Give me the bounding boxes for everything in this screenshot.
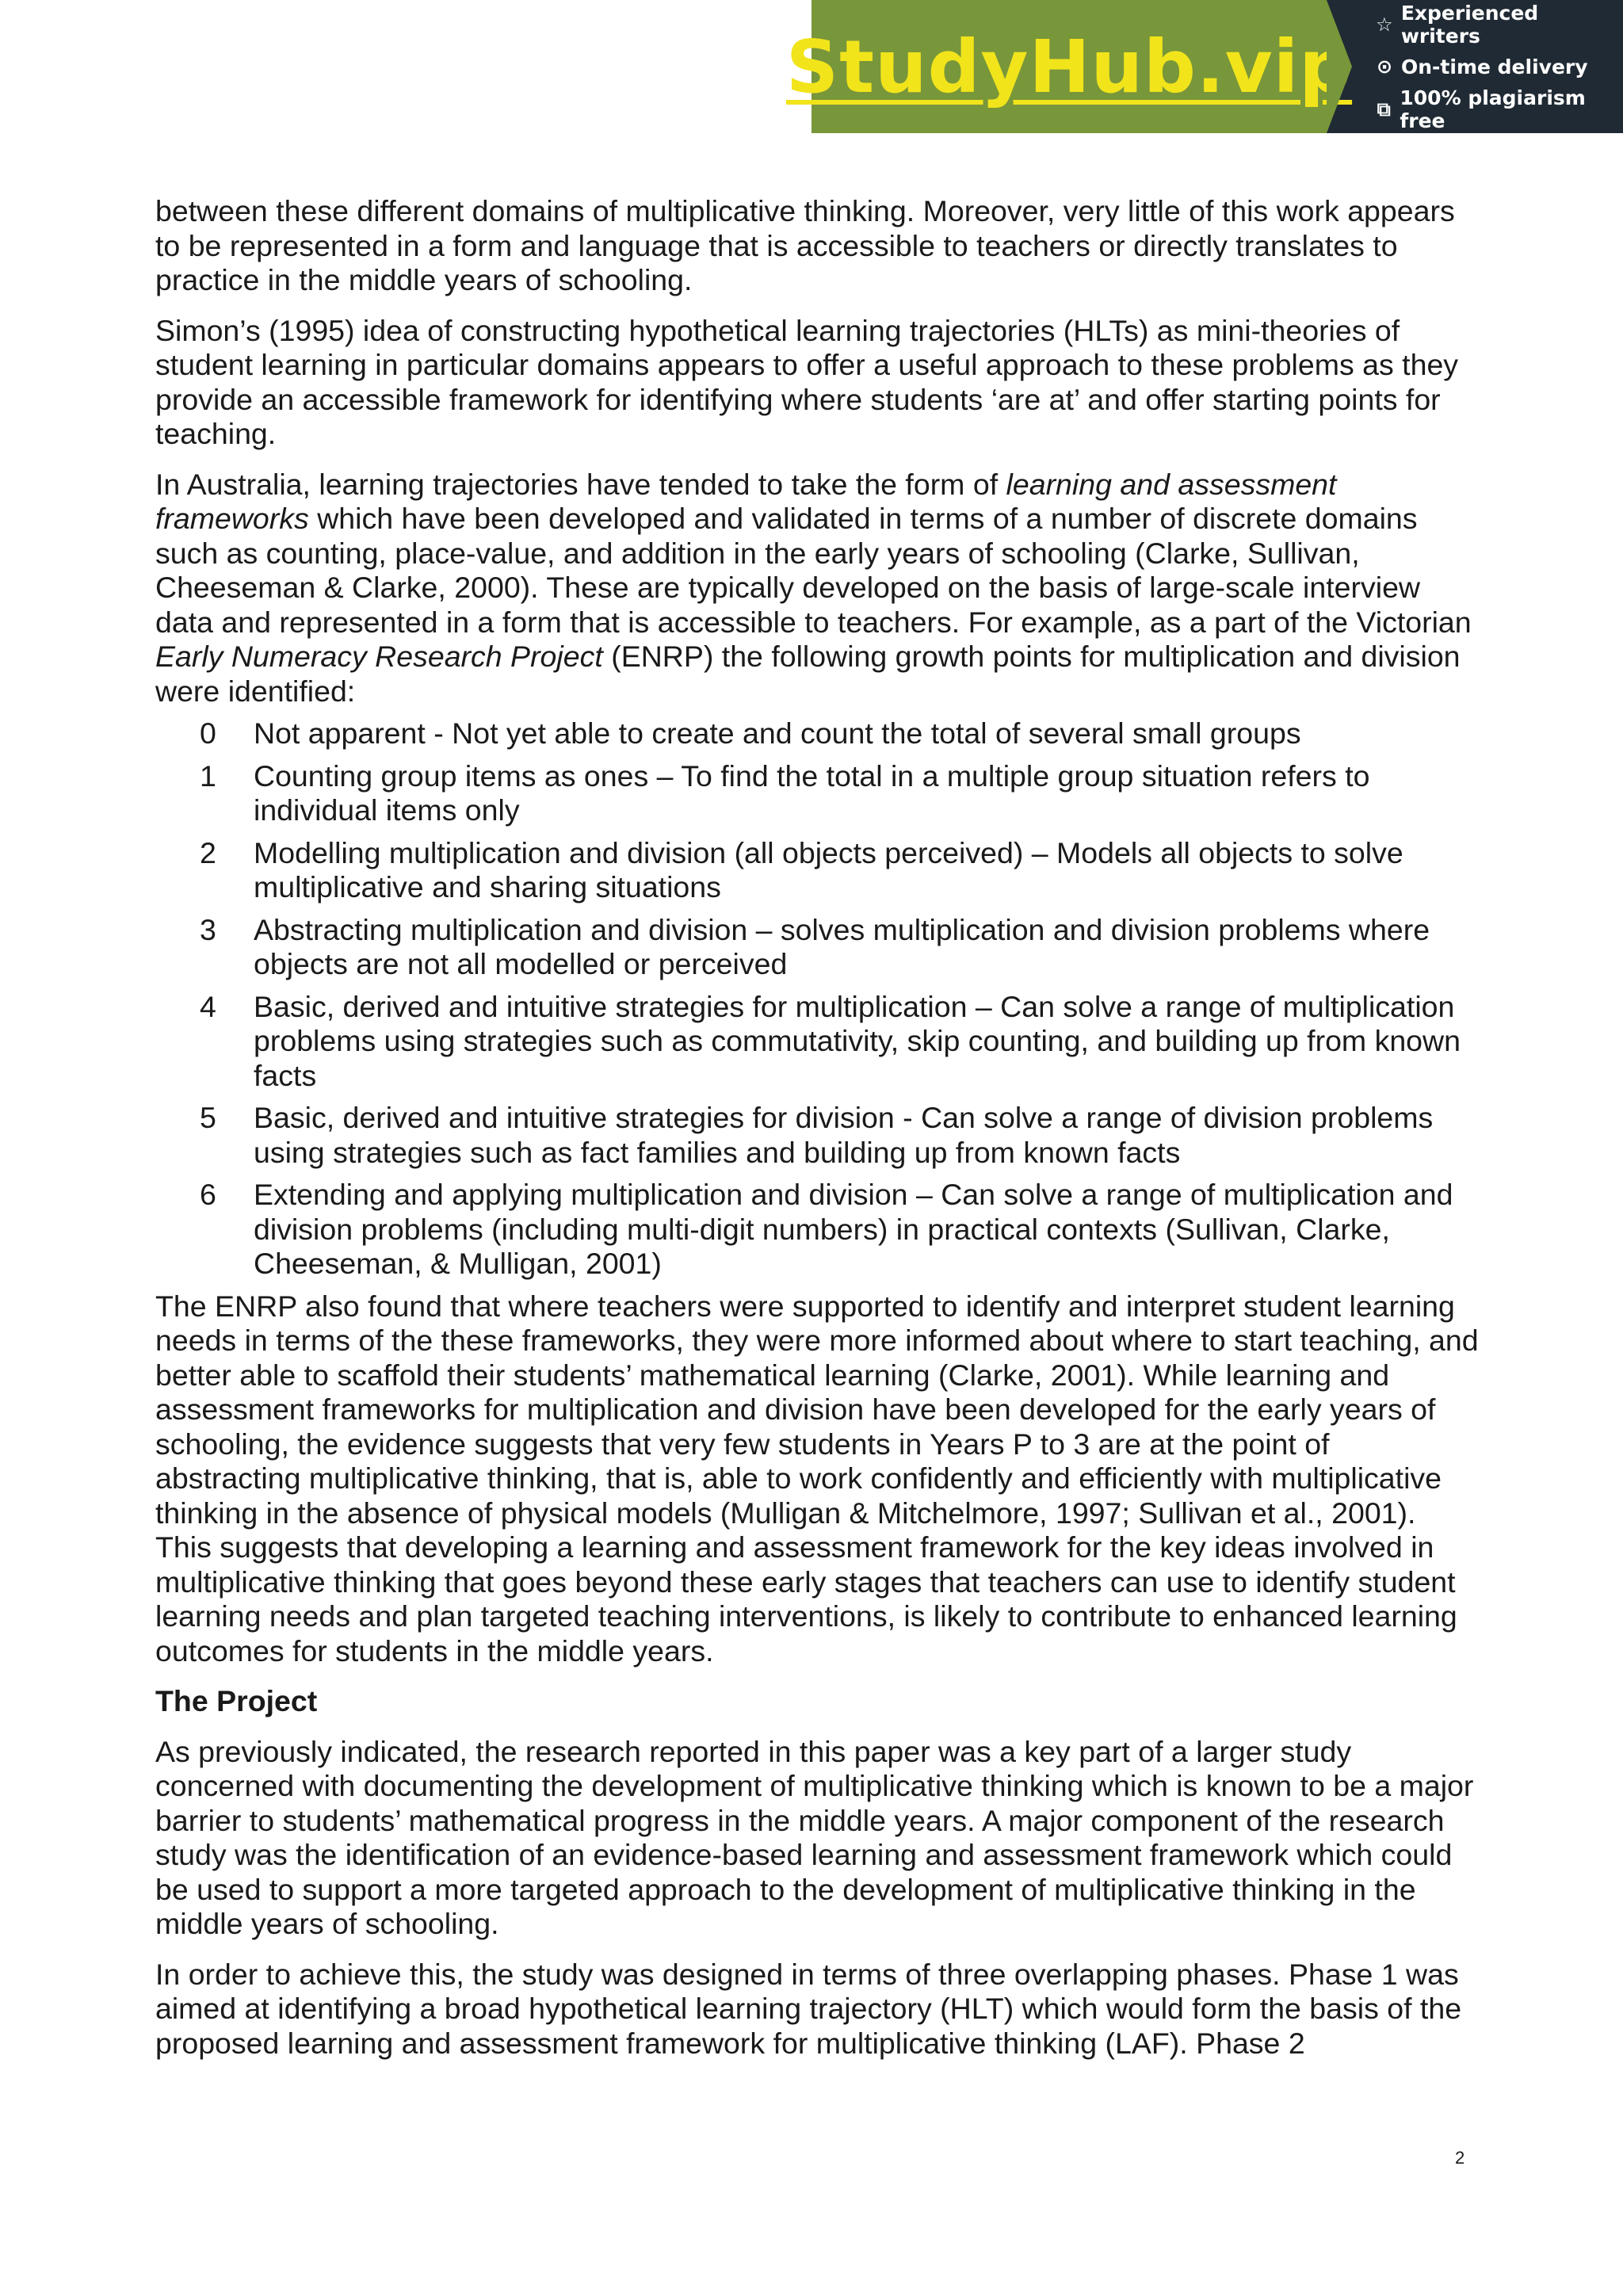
paragraph-4: The ENRP also found that where teachers were supported to identify and interpret student learning needs in terms of the these frameworks, they were more informed about where to start teaching, and better able to scaffold their students’ mathematical learning (Clarke, 2001). While learning and assessment frameworks for multiplication and division have been developed for the early years of schooling, the evidence suggests that very few students in Years P to 3 are at the point of abstracting multiplicative thinking, that is, able to work confidently and efficiently with multiplicative thinking in the absence of physical models (Mulligan & Mitchelmore, 1997; Sullivan et al., 2001). This suggests that developing a learning and assessment framework for the key ideas involved in multiplicative thinking that goes beyond these early stages that teachers can use to identify student learning needs and plan targeted teaching interventions, is likely to contribute to enhanced learning outcomes for students in the middle years. xyxy=(155,1289,1479,1668)
page-number: 2 xyxy=(1455,2148,1465,2168)
paragraph-5: As previously indicated, the research reported in this paper was a key part of a larger study concerned with documenting the development of multiplicative thinking which is known to be a major barrier to students’ mathematical progress in the middle years. A major component of the research study was the identification of an evidence-based learning and assessment framework which could be used to support a more targeted approach to the development of multiplicative thinking in the middle years of schooling. xyxy=(155,1734,1474,1940)
list-item xyxy=(155,836,1479,905)
studyhub-banner[interactable] xyxy=(785,0,1623,133)
feature-plagiarism-free xyxy=(1374,86,1623,132)
paragraph-3-part-a: In Australia, learning trajectories have tended to take the form of xyxy=(155,467,1006,501)
growth-point-number: 5 xyxy=(200,1101,216,1134)
feature-experienced-writers xyxy=(1374,2,1623,48)
list-item xyxy=(155,1101,1479,1170)
list-item xyxy=(155,759,1479,828)
paragraph-3-part-c: which have been developed and validated in terms of a number of discrete domains such as counting, place-value, and addition in the early years of schooling (Clarke, Sullivan, Cheeseman & Clarke, 2000). These are typically developed on the basis of large-scale interview data and represented in a form that is accessible to teachers. For example, as a part of the Victorian xyxy=(155,502,1472,639)
list-item xyxy=(155,716,1479,751)
paragraph-3-part-e: (ENRP) the following growth points for multiplication and division were identified: xyxy=(155,640,1461,708)
paragraph-3 xyxy=(155,468,1479,709)
growth-point-text: Basic, derived and intuitive strategies for division - Can solve a range of division problems using strategies such as fact families and building up from known facts xyxy=(254,1101,1434,1169)
paragraph-1: between these different domains of multiplicative thinking. Moreover, very little of this work appears to be represented in a form and language that is accessible to teachers or directly translates to practice in the middle years of schooling. xyxy=(155,194,1455,296)
growth-point-text: Basic, derived and intuitive strategies for multiplication – Can solve a range of multiplication problems using strategies such as commutativity, skip counting, and building up from known facts xyxy=(254,989,1461,1092)
clock-icon: ⊙ xyxy=(1376,55,1393,78)
growth-points-list xyxy=(155,716,1479,1282)
growth-point-text: Extending and applying multiplication and division – Can solve a range of multiplication and division problems (including multi-digit numbers) in practical contexts (Sullivan, Clarke, Cheeseman, & Mulligan, 2001) xyxy=(254,1178,1453,1280)
feature-label: Experienced writers xyxy=(1400,1,1539,48)
feature-label: On-time delivery xyxy=(1401,55,1588,78)
list-item xyxy=(155,1178,1479,1282)
section-heading: The Project xyxy=(155,1684,318,1717)
growth-point-text: Modelling multiplication and division (all objects perceived) – Models all objects to solve multiplicative and sharing situations xyxy=(254,835,1403,904)
growth-point-number: 6 xyxy=(200,1178,216,1211)
document-body xyxy=(155,194,1479,2076)
copy-icon: ⧉ xyxy=(1377,97,1391,120)
growth-point-text: Abstracting multiplication and division – solves multiplication and division problems where objects are not all modelled or perceived xyxy=(254,912,1430,980)
paragraph-2: Simon’s (1995) idea of constructing hypothetical learning trajectories (HLTs) as mini-theories of student learning in particular domains appears to offer a useful approach to these problems as they provide an accessible framework for identifying where students ‘are at’ and offer starting points for teaching. xyxy=(155,313,1459,450)
growth-point-number: 0 xyxy=(200,716,216,750)
banner-logo-area[interactable] xyxy=(785,0,1353,133)
feature-label: 100% plagiarism free xyxy=(1400,86,1586,132)
list-item xyxy=(155,913,1479,982)
banner-features xyxy=(1327,0,1623,133)
growth-point-number: 3 xyxy=(200,912,216,946)
list-item xyxy=(155,990,1479,1094)
growth-point-number: 1 xyxy=(200,758,216,793)
growth-point-number: 4 xyxy=(200,989,216,1023)
paragraph-6: In order to achieve this, the study was designed in terms of three overlapping phases. Phase 1 was aimed at identifying a broad hypothetical learning trajectory (HLT) which would form the basis of the proposed learning and assessment framework for multiplicative thinking (LAF). Phase 2 xyxy=(155,1957,1462,2060)
paragraph-3-italic-enrp: Early Numeracy Research Project xyxy=(155,640,603,673)
growth-point-text: Counting group items as ones – To find the total in a multiple group situation refers to individual items only xyxy=(254,758,1370,827)
growth-point-number: 2 xyxy=(200,835,216,869)
growth-point-text: Not apparent - Not yet able to create and count the total of several small groups xyxy=(254,716,1301,750)
studyhub-logo[interactable]: StudyHub.vip xyxy=(785,24,1353,109)
star-icon: ☆ xyxy=(1376,13,1393,36)
feature-on-time-delivery xyxy=(1374,55,1623,78)
paragraph-3-italic-frameworks: learning and assessment frameworks xyxy=(155,467,1337,535)
